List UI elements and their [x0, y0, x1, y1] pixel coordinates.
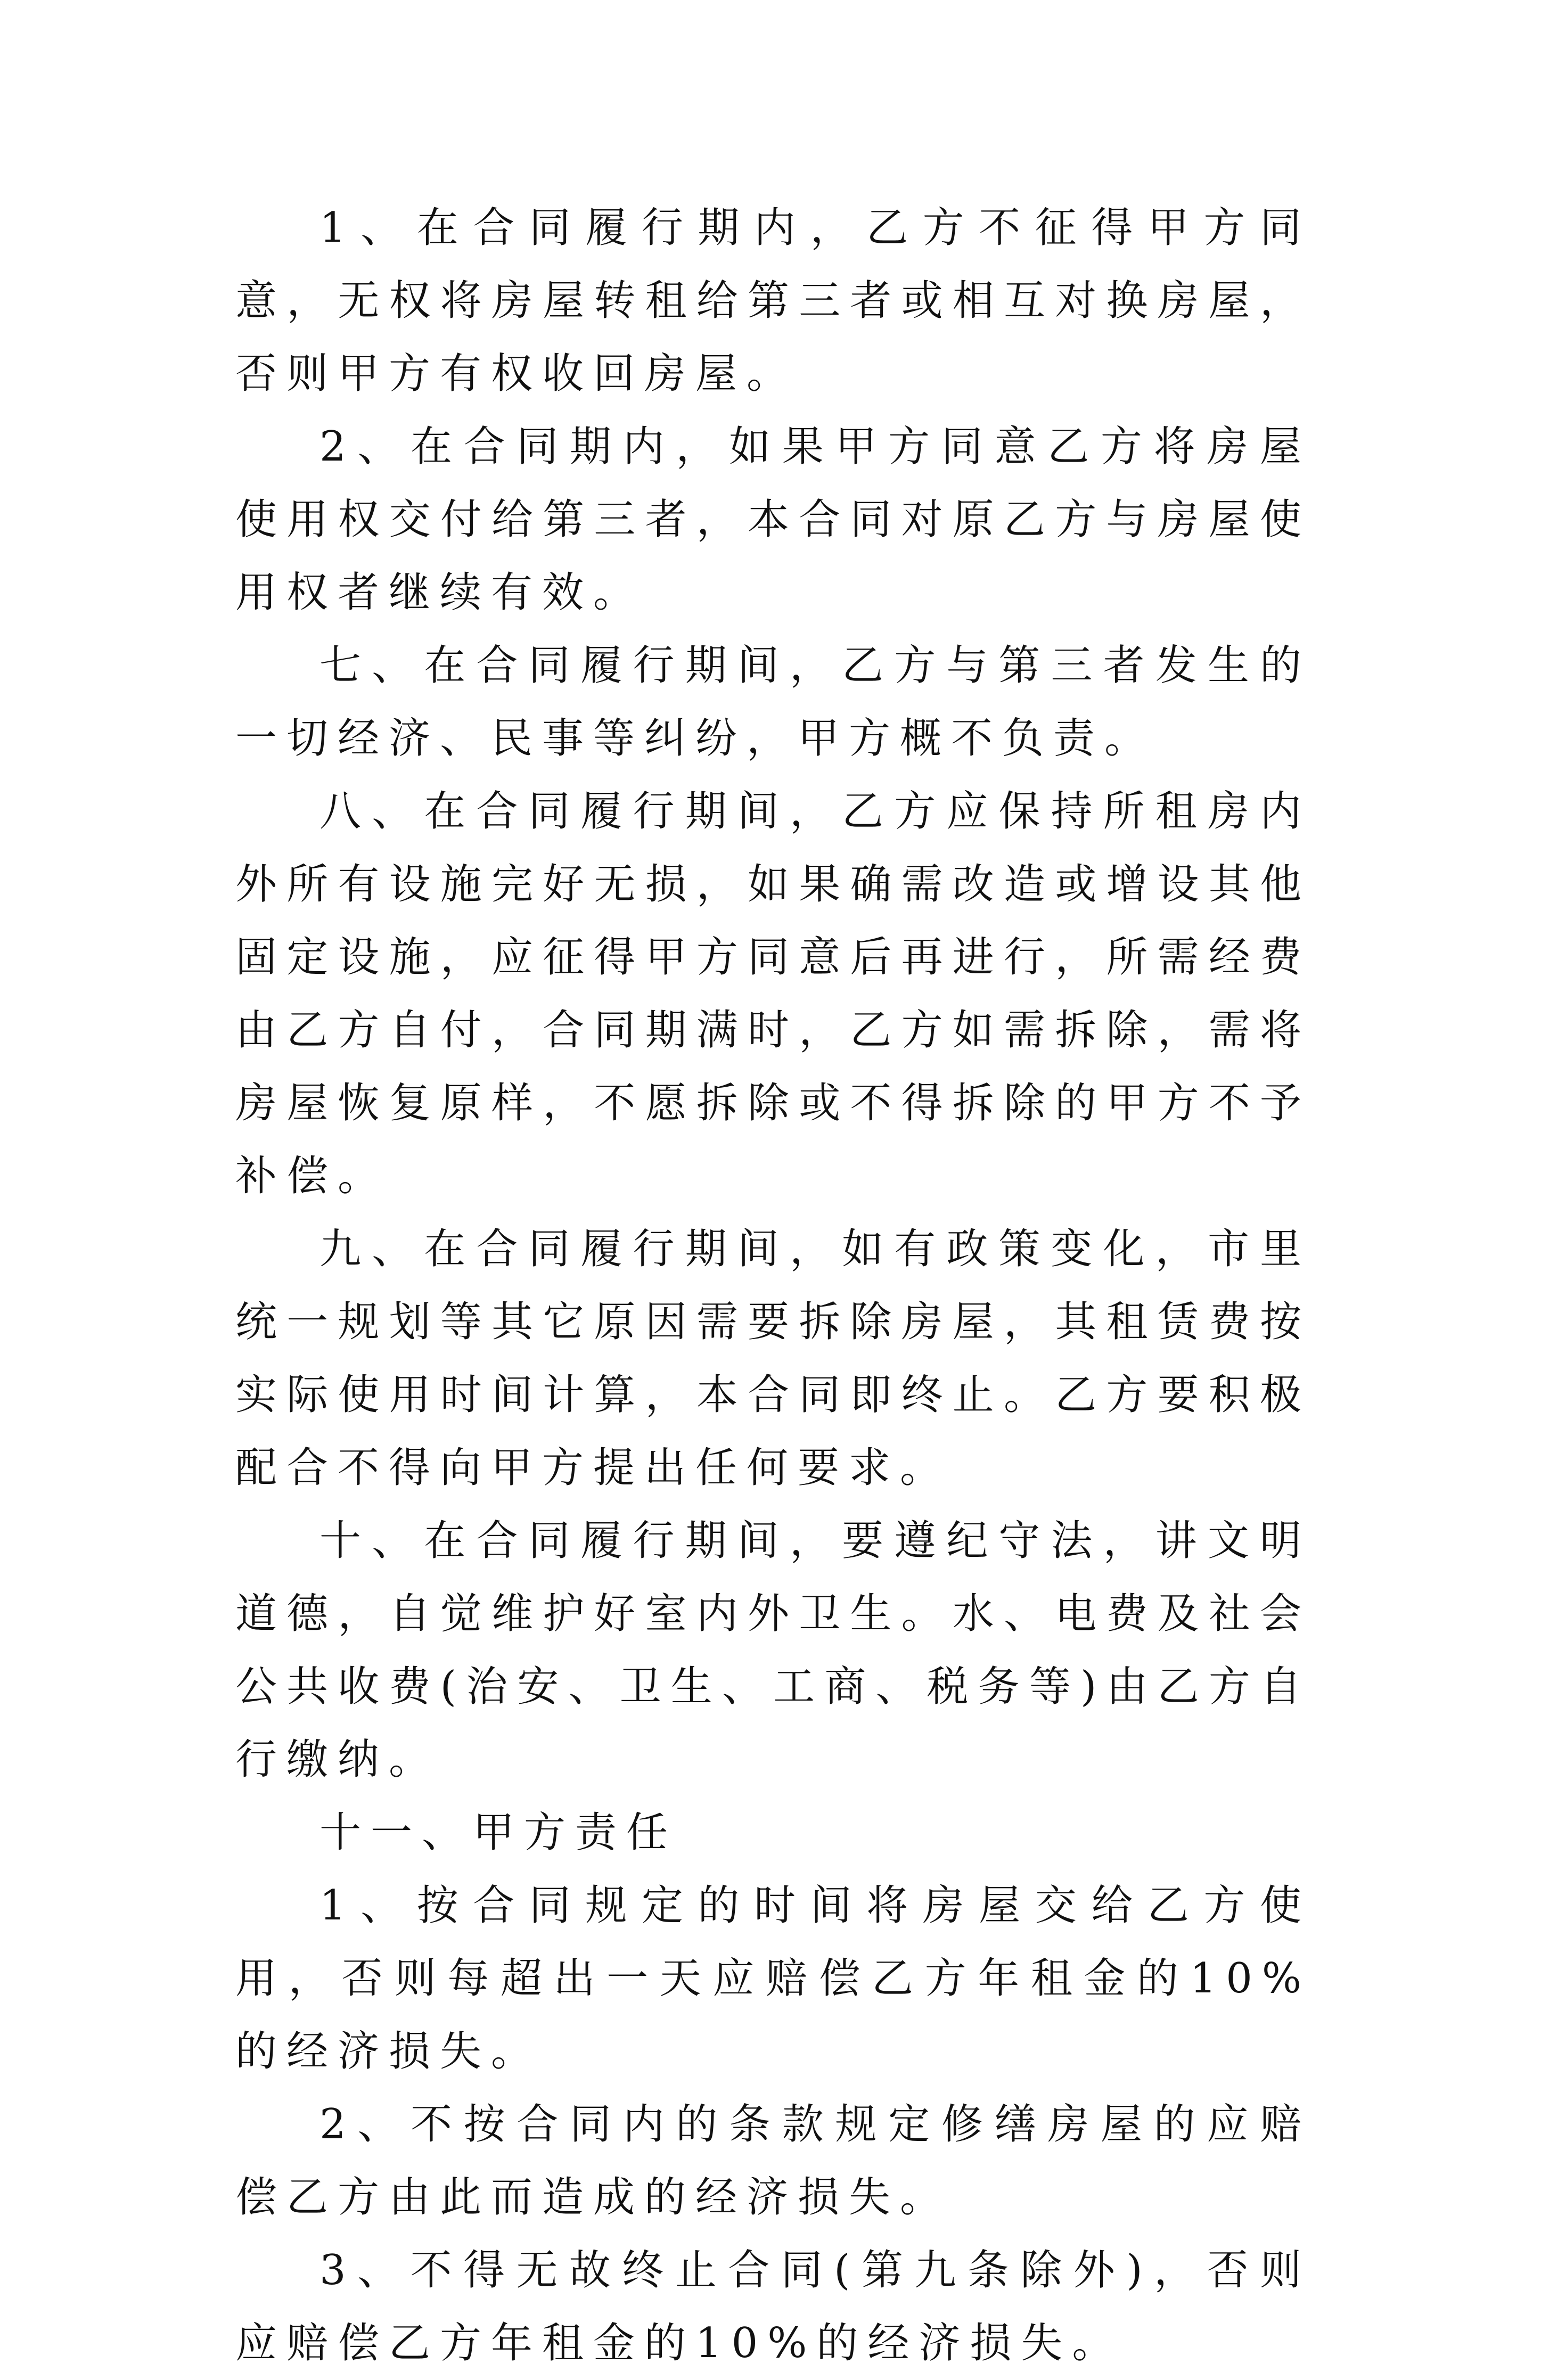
- clause-6-item-1: 1、在合同履行期内，乙方不征得甲方同意，无权将房屋转租给第三者或相互对换房屋，否则甲方有权收回房屋。: [235, 204, 1311, 398]
- clause-8: 八、在合同履行期间，乙方应保持所租房内外所有设施完好无损，如果确需改造或增设其他固定设施，应征得甲方同意后再进行，所需经费由乙方自付，合同期满时，乙方如需拆除，需将房屋恢复原样，不愿拆除或不得拆除的甲方不予补偿。: [235, 787, 1311, 1200]
- clause-7: 七、在合同履行期间，乙方与第三者发生的一切经济、民事等纠纷，甲方概不负责。: [235, 642, 1311, 762]
- clause-11-item-2: 2、不按合同内的条款规定修缮房屋的应赔偿乙方由此而造成的经济损失。: [235, 2100, 1311, 2221]
- clause-11-item-1: 1、按合同规定的时间将房屋交给乙方使用，否则每超出一天应赔偿乙方年租金的10%的经济损失。: [235, 1882, 1311, 2075]
- document-body: [235, 192, 1311, 2380]
- clause-9: 九、在合同履行期间，如有政策变化，市里统一规划等其它原因需要拆除房屋，其租赁费按实际使用时间计算，本合同即终止。乙方要积极配合不得向甲方提出任何要求。: [235, 1225, 1311, 1492]
- clause-10: 十、在合同履行期间，要遵纪守法，讲文明道德，自觉维护好室内外卫生。水、电费及社会公共收费(治安、卫生、工商、税务等)由乙方自行缴纳。: [235, 1517, 1311, 1784]
- clause-11-item-3: 3、不得无故终止合同(第九条除外)，否则应赔偿乙方年租金的10%的经济损失。: [235, 2246, 1311, 2367]
- clause-6-item-2: 2、在合同期内，如果甲方同意乙方将房屋使用权交付给第三者，本合同对原乙方与房屋使用权者继续有效。: [235, 423, 1311, 617]
- clause-11-heading: 十一、甲方责任: [319, 1809, 678, 1857]
